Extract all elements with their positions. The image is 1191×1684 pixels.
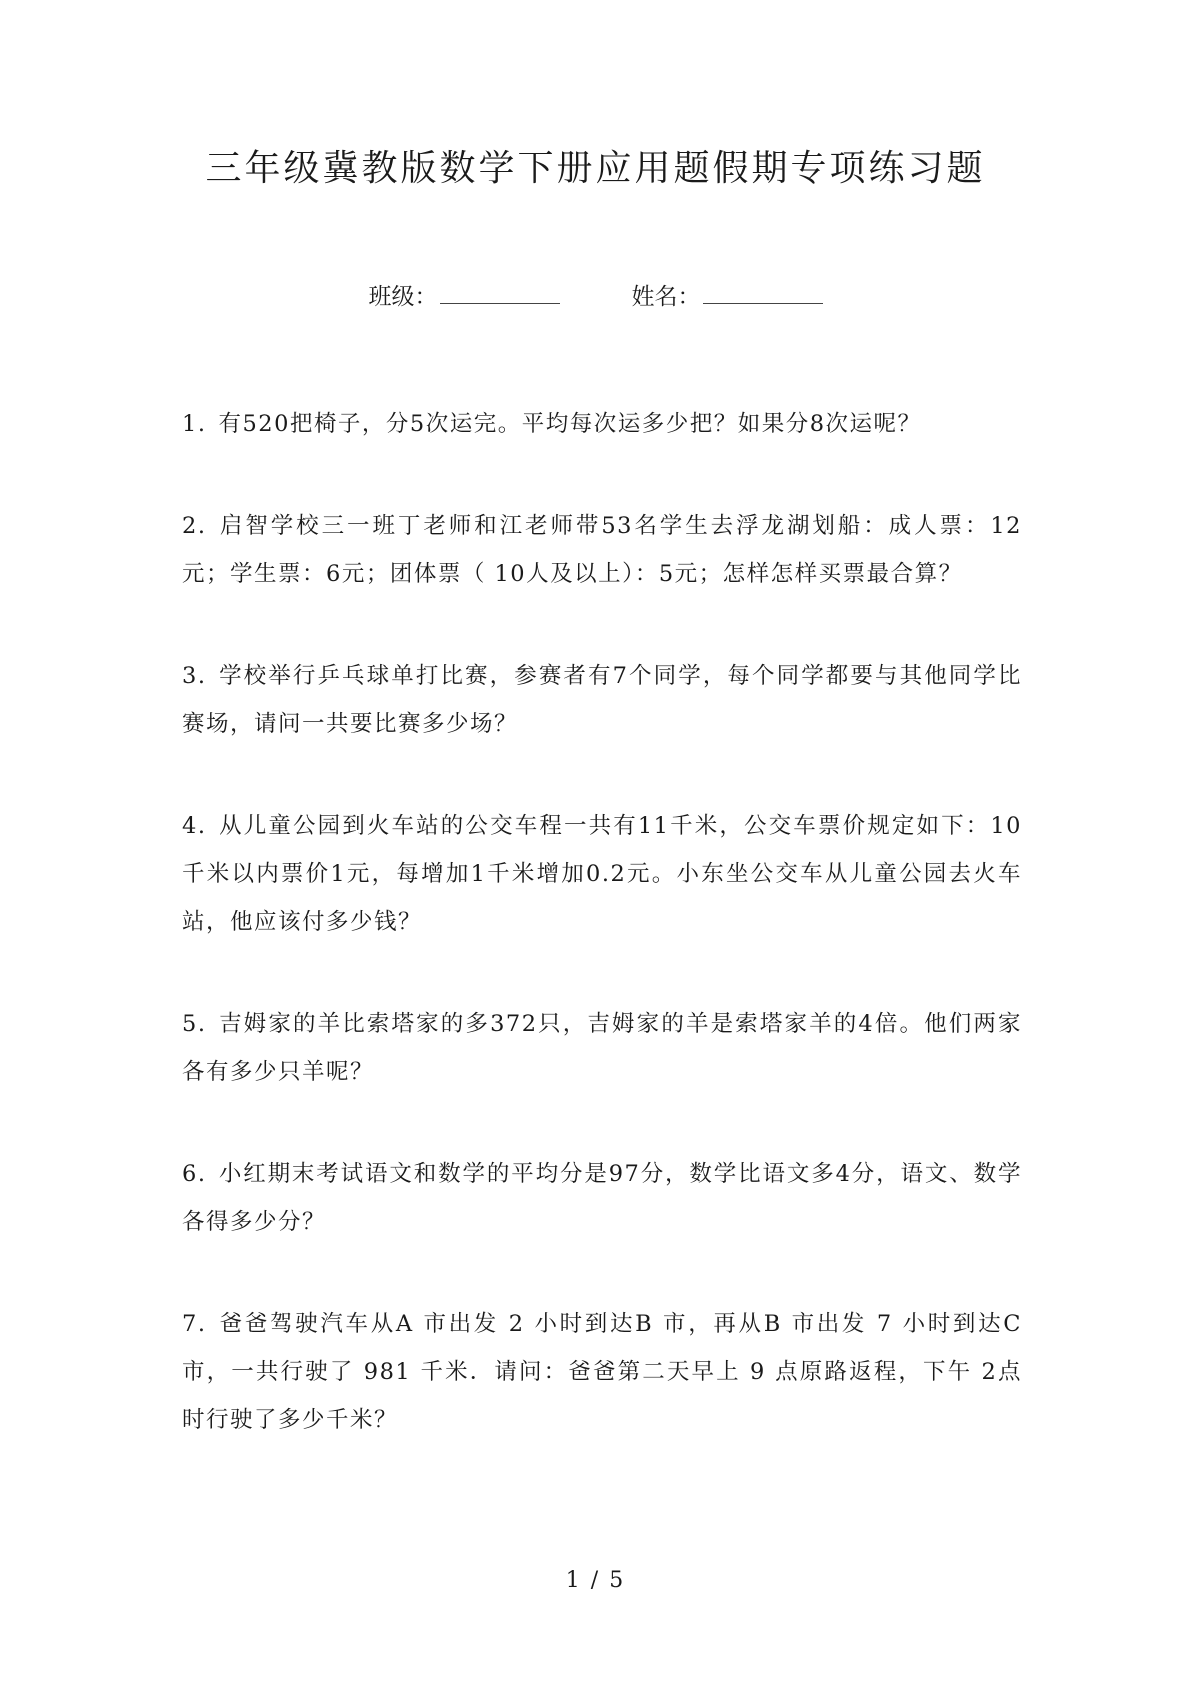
question-list bbox=[182, 400, 1022, 1498]
question-item bbox=[182, 1000, 1022, 1096]
question-item bbox=[182, 652, 1022, 748]
question-item bbox=[182, 502, 1022, 598]
question-number: 3. bbox=[182, 663, 207, 689]
question-number: 4. bbox=[182, 813, 207, 839]
question-text: 学校举行乒乓球单打比赛，参赛者有7个同学，每个同学都要与其他同学比赛场，请问一共要比赛多少场？ bbox=[182, 663, 1022, 737]
question-text: 启智学校三一班丁老师和江老师带53名学生去浮龙湖划船：成人票：12元；学生票：6元；团体票（ 10人及以上）：5元；怎样怎样买票最合算？ bbox=[182, 513, 1022, 587]
page-title: 三年级冀教版数学下册应用题假期专项练习题 bbox=[205, 148, 986, 189]
question-text: 吉姆家的羊比索塔家的多372只，吉姆家的羊是索塔家羊的4倍。他们两家各有多少只羊呢？ bbox=[182, 1011, 1022, 1085]
question-text: 有520把椅子，分5次运完。平均每次运多少把？如果分8次运呢？ bbox=[218, 411, 922, 437]
question-number: 7. bbox=[182, 1311, 207, 1337]
question-text: 从儿童公园到火车站的公交车程一共有11千米，公交车票价规定如下：10千米以内票价1元，每增加1千米增加0.2元。小东坐公交车从儿童公园去火车站，他应该付多少钱？ bbox=[182, 813, 1022, 935]
question-number: 5. bbox=[182, 1011, 207, 1037]
name-blank bbox=[703, 279, 823, 304]
question-number: 1. bbox=[182, 411, 207, 437]
name-label: 姓名： bbox=[631, 284, 701, 310]
question-item bbox=[182, 400, 1022, 448]
class-field bbox=[369, 278, 560, 311]
name-field bbox=[632, 278, 823, 311]
question-number: 2. bbox=[182, 513, 207, 539]
page-number: 1 / 5 bbox=[565, 1568, 626, 1593]
student-info-row bbox=[0, 278, 1191, 311]
question-item bbox=[182, 1300, 1022, 1444]
question-item bbox=[182, 802, 1022, 946]
question-number: 6. bbox=[182, 1161, 207, 1187]
question-text: 爸爸驾驶汽车从A 市出发 2 小时到达B 市，再从B 市出发 7 小时到达C市，一共行驶了 981 千米．请问：爸爸第二天早上 9 点原路返程，下午 2点时行驶了多少千米？ bbox=[182, 1311, 1022, 1433]
class-label: 班级： bbox=[368, 284, 438, 310]
class-blank bbox=[440, 279, 560, 304]
question-text: 小红期末考试语文和数学的平均分是97分，数学比语文多4分，语文、数学各得多少分？ bbox=[182, 1161, 1022, 1235]
question-item bbox=[182, 1150, 1022, 1246]
